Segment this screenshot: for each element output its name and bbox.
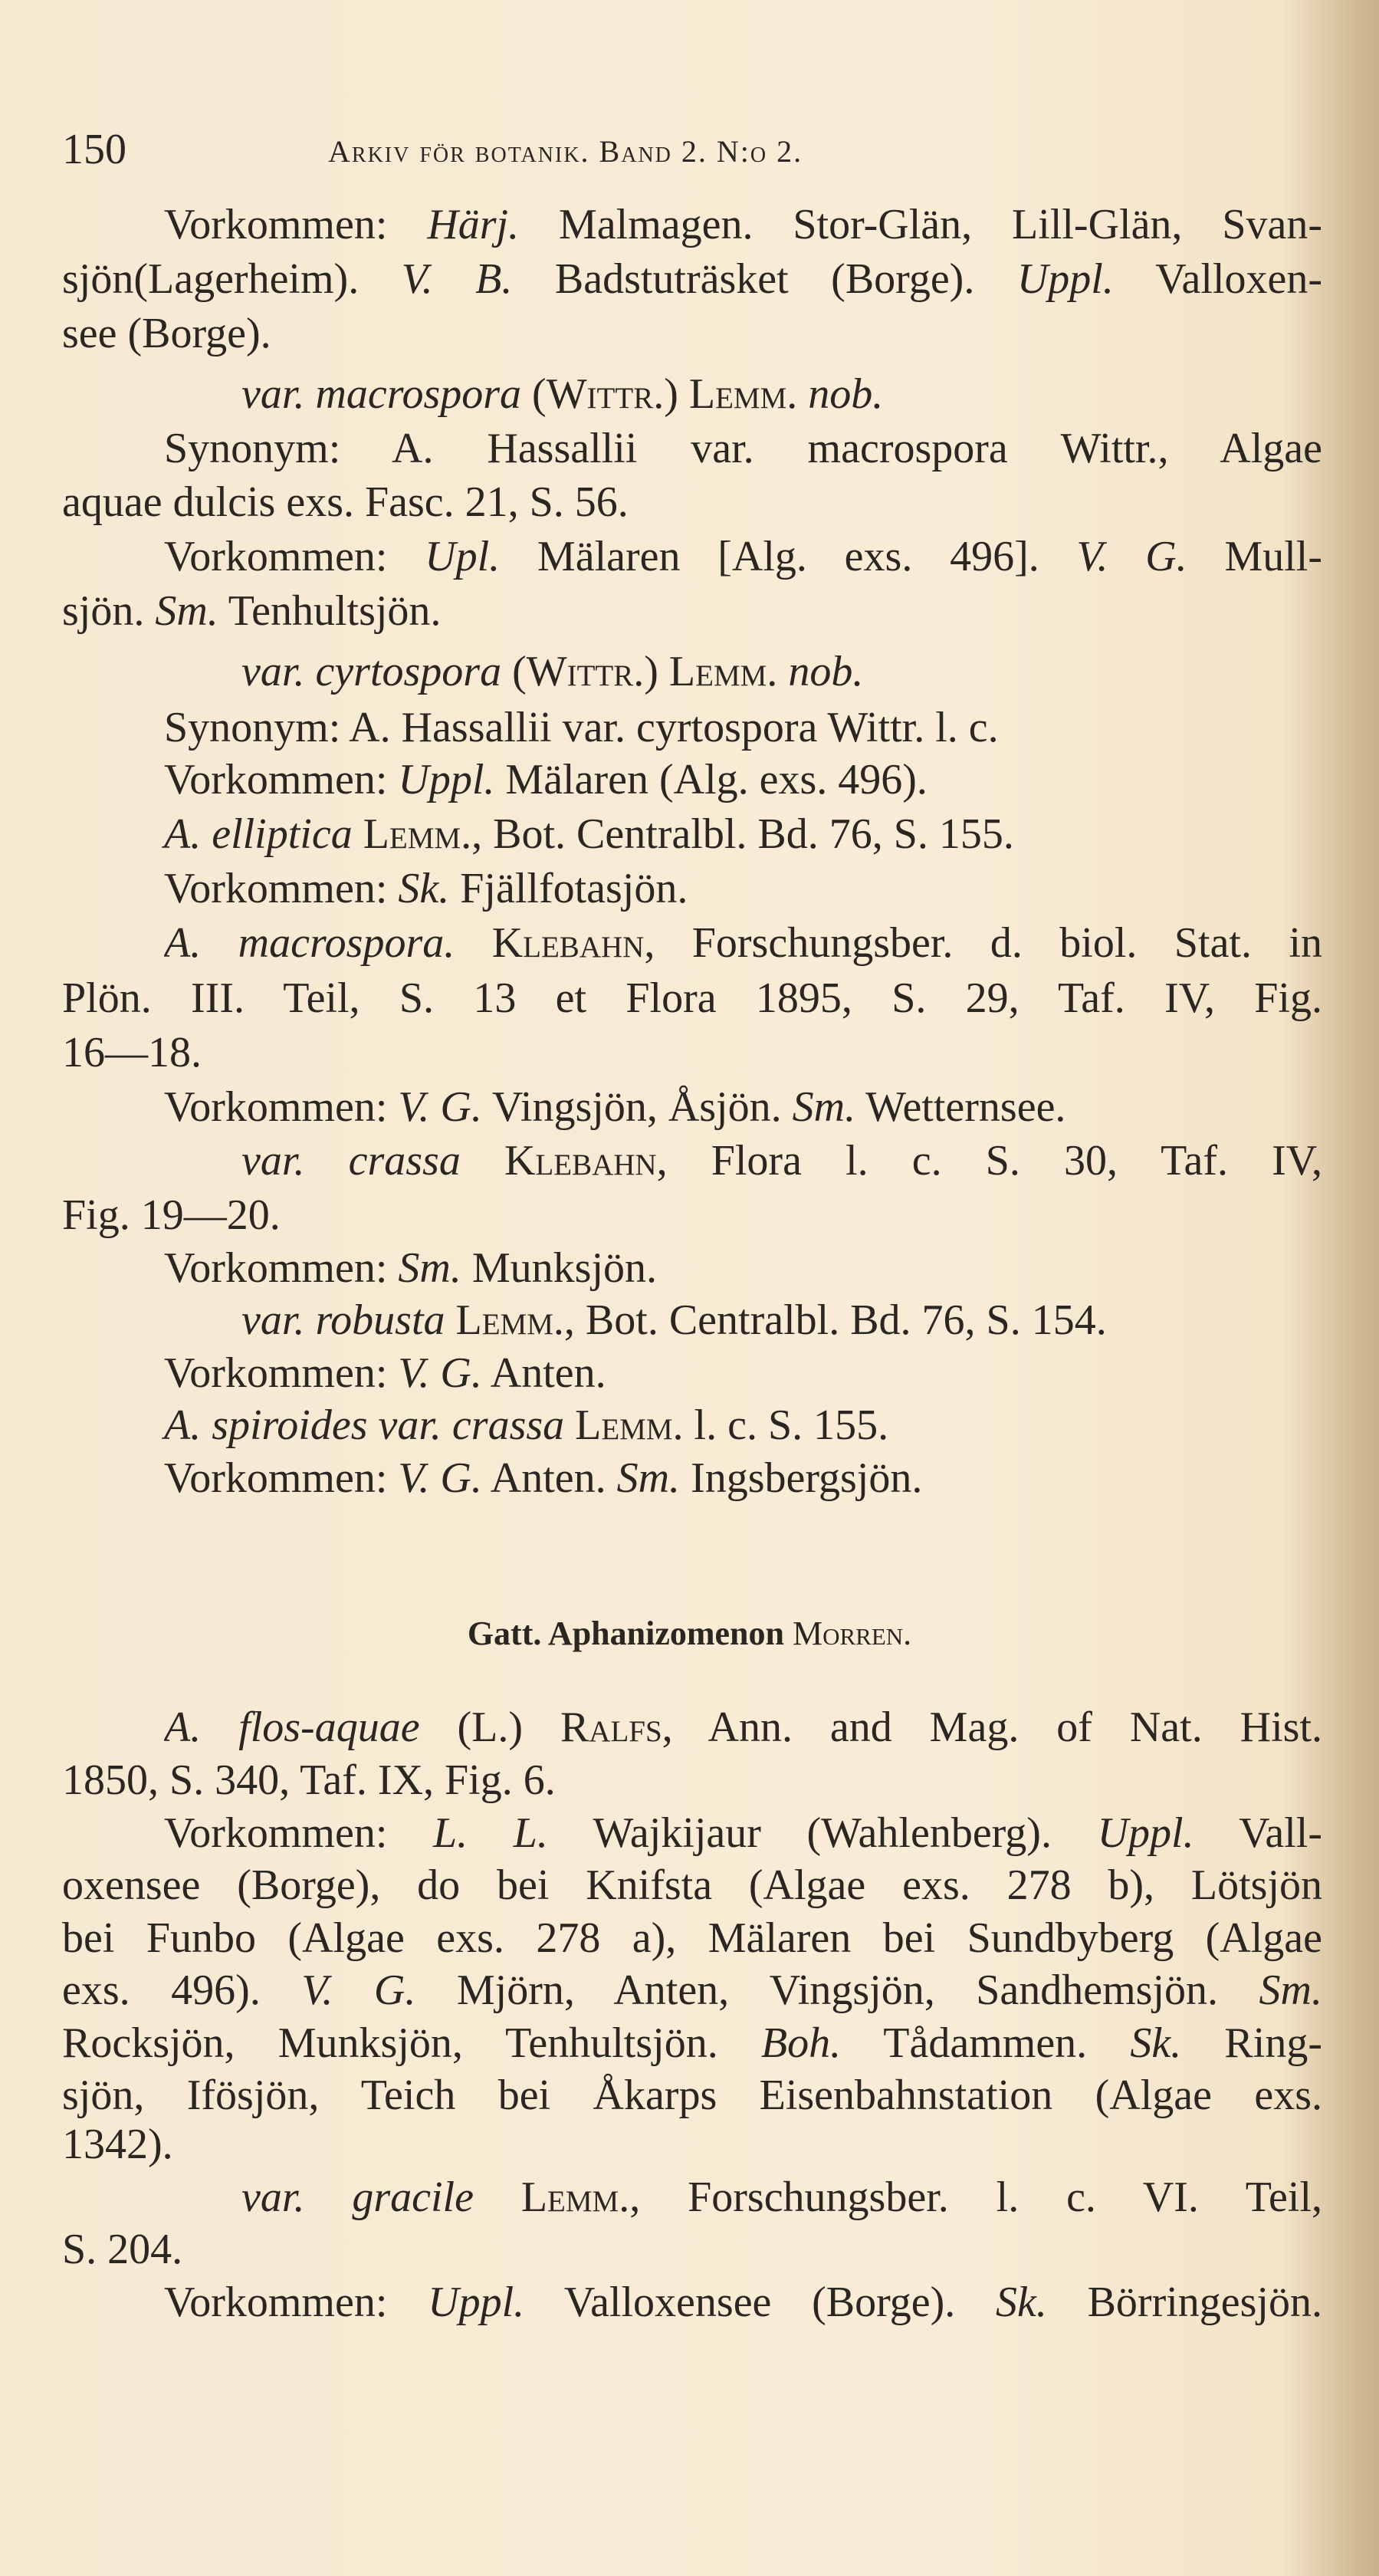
text-run: (L.)	[419, 1704, 560, 1751]
text-run: see (Borge).	[62, 310, 271, 357]
text-run: sjön(Lagerheim).	[62, 255, 402, 303]
text-run: Vall-	[1193, 1809, 1322, 1857]
text-line	[164, 1451, 1322, 1505]
author-name: Wittr.	[546, 370, 665, 418]
text-line	[62, 2118, 1322, 2171]
italic-run: L. L.	[433, 1809, 548, 1857]
text-run: Vorkommen:	[164, 2279, 428, 2326]
text-line	[164, 1398, 1322, 1452]
italic-run: Uppl.	[398, 756, 495, 803]
text-line	[62, 1753, 1322, 1807]
text-run: Synonym: A. Hassallii var. macrospora Wittr., Algae	[164, 425, 1322, 472]
italic-run: V. G.	[398, 1454, 482, 1502]
author-name: Lemm.	[363, 810, 472, 858]
text-line	[62, 307, 1322, 360]
text-run: Tenhultsjön.	[218, 587, 442, 635]
italic-run: Sm.	[792, 1083, 856, 1131]
italic-run: Sk.	[398, 865, 450, 912]
text-line	[62, 252, 1322, 306]
text-run: Munksjön.	[461, 1244, 658, 1292]
text-run	[474, 2174, 521, 2221]
author-name: Lemm.	[688, 370, 798, 418]
text-run: )	[664, 370, 689, 418]
text-line	[62, 584, 1322, 638]
text-run: Vorkommen:	[164, 1349, 399, 1397]
text-run: Mull-	[1187, 533, 1322, 580]
italic-run: Sm.	[398, 1244, 461, 1292]
text-line	[164, 753, 1322, 807]
text-line	[241, 367, 1322, 421]
text-run: Malmagen. Stor-Glän, Lill-Glän, Svan-	[519, 201, 1322, 248]
text-run	[353, 810, 363, 858]
text-line	[164, 701, 1322, 754]
text-run: Vorkommen:	[164, 201, 428, 248]
italic-run: V. G.	[398, 1349, 482, 1397]
text-run: , Bot. Centralbl. Bd. 76, S. 155.	[471, 810, 1014, 858]
italic-run: A. spiroides var. crassa	[164, 1401, 565, 1449]
italic-run: V. G.	[398, 1083, 482, 1131]
author-name: Lemm.	[668, 648, 778, 695]
italic-run: var. gracile	[241, 2174, 474, 2221]
section-heading	[0, 1607, 1379, 1661]
text-run: Vorkommen:	[164, 1454, 399, 1502]
text-run: Rocksjön, Munksjön, Tenhultsjön.	[62, 2019, 761, 2067]
text-line	[62, 1026, 1322, 1079]
author-name: Klebahn	[504, 1137, 657, 1184]
text-line	[62, 1188, 1322, 1242]
text-line	[62, 1911, 1322, 1965]
author-name: Lemm.	[520, 2174, 630, 2221]
text-line	[164, 2275, 1322, 2329]
text-run	[445, 1296, 456, 1344]
text-run: Wetternsee.	[855, 1083, 1066, 1131]
italic-run: Boh.	[760, 2019, 842, 2067]
text-run: , Bot. Centralbl. Bd. 76, S. 154.	[563, 1296, 1107, 1344]
text-run: , Ann. and Mag. of Nat. Hist.	[662, 1704, 1322, 1751]
italic-run: Härj.	[427, 201, 520, 248]
text-run: , Forschungsber. l. c. VI. Teil,	[629, 2174, 1322, 2221]
text-run: Anten.	[481, 1454, 617, 1502]
text-run: 16—18.	[62, 1029, 202, 1076]
italic-run: A. elliptica	[164, 810, 353, 858]
text-run: Badstuträsket (Borge).	[512, 255, 1017, 303]
text-run: Wajkijaur (Wahlenberg).	[547, 1809, 1098, 1857]
text-run: Mälaren (Alg. exs. 496).	[494, 756, 928, 803]
text-run	[777, 648, 788, 695]
text-line	[241, 645, 1322, 698]
author-name: Klebahn	[491, 919, 645, 967]
italic-run: A. macrospora.	[164, 919, 455, 967]
text-run: oxensee (Borge), do bei Knifsta (Algae exs. 278 b), Lötsjön	[62, 1861, 1322, 1909]
text-line	[164, 1700, 1322, 1754]
text-run	[564, 1401, 575, 1449]
italic-run: Sk.	[1130, 2019, 1182, 2067]
italic-run: Sk.	[996, 2279, 1047, 2326]
italic-run: Uppl.	[1016, 255, 1114, 303]
text-run: l. c. S. 155.	[683, 1401, 889, 1449]
italic-run: V. G.	[1076, 533, 1187, 580]
text-run: Ring-	[1181, 2019, 1322, 2067]
italic-run: Sm.	[155, 587, 218, 635]
italic-run: var. macrospora	[241, 370, 522, 418]
italic-run: nob.	[808, 370, 884, 418]
text-run: Vorkommen:	[164, 1809, 434, 1857]
text-line	[164, 807, 1322, 861]
text-line	[241, 1293, 1322, 1347]
text-run: , Flora l. c. S. 30, Taf. IV,	[656, 1137, 1322, 1184]
author-name: Lemm.	[575, 1401, 684, 1449]
author-name: Wittr.	[526, 648, 645, 695]
text-run: Tådammen.	[841, 2019, 1131, 2067]
text-line	[164, 1241, 1322, 1295]
text-line	[62, 2068, 1322, 2122]
text-line	[164, 1346, 1322, 1400]
text-line	[164, 198, 1322, 251]
text-run	[455, 919, 491, 967]
text-line	[62, 971, 1322, 1025]
text-run: Vorkommen:	[164, 533, 425, 580]
text-run: (	[521, 370, 547, 418]
text-line	[62, 2016, 1322, 2070]
italic-run: Sm.	[1259, 1967, 1322, 2014]
text-run: 1850, S. 340, Taf. IX, Fig. 6.	[62, 1756, 556, 1804]
italic-run: var. crassa	[241, 1137, 461, 1184]
author-name: Morren.	[792, 1615, 912, 1652]
italic-run: V. G.	[301, 1967, 416, 2014]
text-run: Valloxensee (Borge).	[524, 2279, 996, 2326]
text-run: Vorkommen:	[164, 865, 399, 912]
author-name: Ralfs	[560, 1704, 662, 1751]
text-run	[461, 1137, 504, 1184]
text-run: Synonym: A. Hassallii var. cyrtospora Wittr. l. c.	[164, 704, 999, 751]
text-line	[241, 1134, 1322, 1188]
text-run: exs. 496).	[62, 1967, 302, 2014]
text-line	[241, 2170, 1322, 2224]
text-run: Vingsjön, Åsjön.	[481, 1083, 793, 1131]
text-run: aquae dulcis exs. Fasc. 21, S. 56.	[62, 478, 629, 526]
text-run: Börringesjön.	[1046, 2279, 1322, 2326]
text-run: Mjörn, Anten, Vingsjön, Sandhemsjön.	[415, 1967, 1259, 2014]
text-run: bei Funbo (Algae exs. 278 a), Mälaren bei Sundbyberg (Algae	[62, 1914, 1322, 1962]
italic-run: Uppl.	[428, 2279, 525, 2326]
italic-run: var. cyrtospora	[241, 648, 502, 695]
italic-run: var. robusta	[241, 1296, 445, 1344]
page-number: 150	[62, 126, 126, 173]
text-run: Valloxen-	[1113, 255, 1322, 303]
running-title: Arkiv för botanik. Band 2. N:o 2.	[328, 134, 803, 169]
text-run: Mälaren [Alg. exs. 496].	[500, 533, 1077, 580]
text-run	[797, 370, 808, 418]
text-run: Vorkommen:	[164, 1083, 399, 1131]
italic-run: Sm.	[616, 1454, 681, 1502]
text-line	[164, 862, 1322, 915]
text-run: Ingsbergsjön.	[680, 1454, 923, 1502]
text-line	[164, 422, 1322, 475]
text-line	[164, 916, 1322, 970]
text-run: Vorkommen:	[164, 1244, 399, 1292]
text-line	[164, 1806, 1322, 1860]
text-run: Anten.	[481, 1349, 606, 1397]
text-run: , Forschungsber. d. biol. Stat. in	[644, 919, 1322, 967]
text-run: Fig. 19—20.	[62, 1191, 281, 1239]
genus-title: Gatt. Aphanizomenon	[467, 1615, 793, 1652]
text-run: Fjällfotasjön.	[449, 865, 688, 912]
text-run: Vorkommen:	[164, 756, 399, 803]
text-line	[62, 475, 1322, 529]
italic-run: Uppl.	[1097, 1809, 1194, 1857]
text-line	[62, 1963, 1322, 2017]
text-line	[62, 2223, 1322, 2276]
text-run: sjön, Ifösjön, Teich bei Åkarps Eisenbahnstation (Algae exs.	[62, 2072, 1322, 2119]
text-line	[164, 530, 1322, 583]
text-run: sjön.	[62, 587, 156, 635]
text-run: 1342).	[62, 2121, 173, 2168]
text-run: )	[644, 648, 669, 695]
italic-run: nob.	[788, 648, 864, 695]
author-name: Lemm.	[455, 1296, 564, 1344]
italic-run: V. B.	[401, 255, 513, 303]
text-line	[62, 1858, 1322, 1912]
italic-run: Upl.	[425, 533, 501, 580]
text-run: (	[501, 648, 527, 695]
text-run: S. 204.	[62, 2226, 183, 2273]
italic-run: A. flos-aquae	[164, 1704, 420, 1751]
text-run: Plön. III. Teil, S. 13 et Flora 1895, S. 29, Taf. IV, Fig.	[62, 974, 1322, 1022]
text-line	[164, 1080, 1322, 1134]
